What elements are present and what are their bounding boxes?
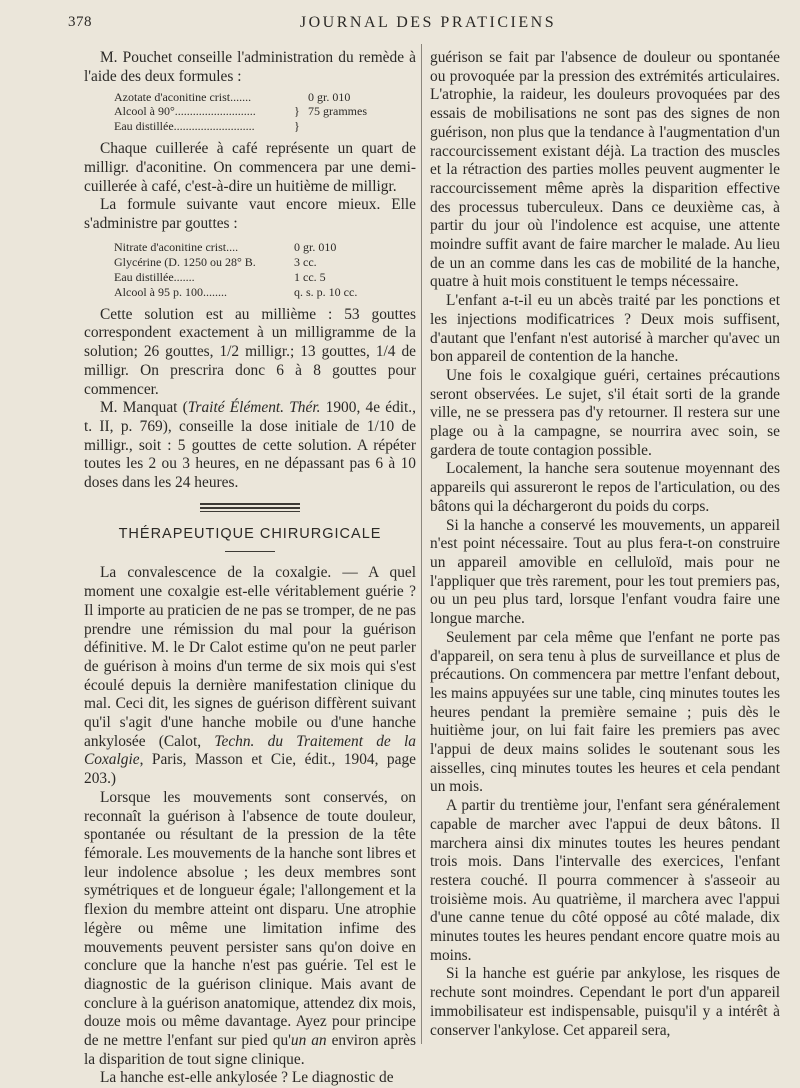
text-run: environ après la disparition de tout signe clinique. (84, 1032, 416, 1068)
paragraph: Seulement par cela même que l'enfant ne porte pas d'appareil, on sera tenu à plus de surveillance et plus de précautions. On commencera par mettre l'enfant debout, les mains appuyées sur une table, cinq minutes toutes les heures pendant la première semaine ; puis dès le huitième jour, on lui fait faire les premiers pas avec l'appui de deux mains solides le soutenant sous les aisselles, cinq minutes toutes les heures et cela pendant un mois. (430, 628, 780, 796)
drops-dose: 1 cc. 5 (294, 270, 326, 285)
book-title: Traité Élément. Thér. (187, 399, 321, 417)
ornament-bar (200, 511, 300, 512)
drops-row (114, 240, 416, 255)
paragraph: La formule suivante vaut encore mieux. Elle s'administre par gouttes : (84, 196, 416, 232)
heading-rule (225, 551, 275, 552)
page-header (68, 14, 788, 38)
formula-row (114, 119, 416, 134)
text-run: Lorsque les mouvements sont conservés, on reconnaît la guérison à l'absence de toute douleur, spontanée ou résultant de la pression de la tête fémorale. Les mouvements de la hanche sont libres et leur indolence absolue ; les deux membres sont symétriques et de longueur égale; l'allongement et la flexion du membre atteint ont disparu. Une atrophie légère ou même une limitation infime des mouvements peuvent persister sans qu'on doive en conclure que la hanche n'est pas guérie. Tel est le diagnostic de la guérison clinique. Mais avant de conclure à la guérison anatomique, attendez dix mois, douze mois ou même davantage. Ayez pour principe de ne mettre l'enfant sur pied qu' (84, 788, 416, 1050)
paragraph (84, 399, 416, 493)
ornament-bar (200, 507, 300, 509)
formula-table (114, 89, 416, 133)
formula-ingredient: Eau distillée........................... (114, 118, 255, 133)
drops-dose: q. s. p. 10 cc. (294, 285, 358, 300)
drops-row (114, 255, 416, 270)
paragraph: guérison se fait par l'absence de douleur ou spontanée ou provoquée par la pression des extrémités articulaires. L'atrophie, la raideur, les douleurs provoquées par des essais de mobilisations ne sont pas des signes de non guérison, non plus que la tendance à l'augmentation d'un raccourcissement existant déjà. La traction des muscles et la rétraction des parties molles peuvent augmenter le raccourcissement même après la disparition effective des processus tuberculeux. Dans ce deuxième cas, à partir du jour où l'indolence est acquise, une attente moindre suffit avant de faire marcher le malade. Au lieu de un an comme dans les cas de mobilité de la hanche, quatre à huit mois constituent le temps nécessaire. (430, 49, 780, 291)
paragraph: M. Pouchet conseille l'administration du remède à l'aide des deux formules : (84, 49, 416, 85)
emphasis: un an (290, 1032, 327, 1050)
paragraph (84, 789, 416, 1070)
formula-brace: } (294, 104, 300, 119)
drops-row (114, 285, 416, 300)
paragraph: L'enfant a-t-il eu un abcès traité par les ponctions et les injections modificatrices ? Deux mois suffisent, d'autant que l'enfant n'est autorisé à marcher qu'avec un bon appareil de contention de la hanche. (430, 292, 780, 366)
section-heading: THÉRAPEUTIQUE CHIRURGICALE (118, 525, 382, 542)
drops-formula-table (114, 240, 416, 300)
formula-dose: 0 gr. 010 (308, 89, 351, 104)
paragraph (84, 564, 416, 788)
book-title: Techn. du Traitement de la Coxalgie (84, 732, 416, 769)
drops-dose: 0 gr. 010 (294, 240, 337, 255)
text-run: La convalescence de la coxalgie. — A quel moment une coxalgie est-elle véritablement guérie ? Il importe au praticien de ne pas se tromper, de ne pas prendre une rémission du mal pour la guérison définitive. M. le Dr Calot estime qu'on ne peut parler de guérison à moins d'un terme de six mois qui s'est écoulé depuis la dernière manifestation clinique du mal. Ceci dit, les signes de guérison diffèrent suivant qu'il s'agit d'une hanche mobile ou d'une hanche ankylosée (Calot, (84, 564, 416, 750)
formula-row (114, 104, 416, 119)
drops-ingredient: Nitrate d'aconitine crist.... (114, 240, 239, 255)
paragraph: Une fois le coxalgique guéri, certaines précautions seront observées. Le sujet, s'il était sorti de la grande ville, ne se pressera pas d'y retourner. Il restera sur une plage ou à la campagne, se nourrira avec soin, se gardera de toute contagion possible. (430, 366, 780, 459)
text-run: , Paris, Masson et Cie, édit., 1904, page 203.) (84, 751, 416, 788)
formula-row (114, 89, 416, 104)
page-number: 378 (68, 14, 92, 30)
paragraph: Si la hanche a conservé les mouvements, un appareil n'est point nécessaire. Tout au plus fera-t-on construire un appareil amovible en celluloïd, mais pour ne l'appliquer que très rarement, pour les tout premiers pas, ou un peu plus tard, lorsque l'enfant voudra faire une longue marche. (430, 516, 780, 628)
paragraph: Cette solution est au millième : 53 gouttes correspondent exactement à un milligramme de la solution; 26 gouttes, 1/2 milligr.; 13 gouttes, 1/4 de milligr. On prescrira donc 6 à 8 gouttes pour commencer. (84, 305, 416, 398)
ornament-bar (200, 503, 300, 505)
right-column (430, 49, 780, 1040)
drops-dose: 3 cc. (294, 255, 317, 270)
drops-row (114, 270, 416, 285)
column-divider (421, 44, 422, 1044)
formula-brace: } (294, 118, 300, 133)
paragraph: La hanche est-elle ankylosée ? Le diagnostic de (100, 1069, 394, 1087)
drops-ingredient: Eau distillée....... (114, 270, 195, 285)
formula-ingredient: Alcool à 90°........................... (114, 104, 256, 119)
formula-ingredient: Azotate d'aconitine crist....... (114, 89, 252, 104)
ornament-divider (200, 503, 300, 513)
text-run: 1900, 4e édit., t. II, p. 769), conseille la dose initiale de 1/10 de milligr., soit : 5 gouttes de cette solution. A répéter toutes les 2 ou 3 heures, en ne dépassant pas 6 à 10 doses dans les 24 heures. (84, 399, 417, 492)
paragraph: Localement, la hanche sera soutenue moyennant des appareils qui assureront le repos de l'articulation, ou des bâtons qui la déchargeront du poids du corps. (430, 460, 780, 515)
text-run: M. Manquat ( (100, 399, 188, 417)
left-column (84, 49, 416, 1088)
paragraph: A partir du trentième jour, l'enfant sera généralement capable de marcher avec l'appui de deux bâtons. Il marchera ainsi dix minutes toutes les heures pendant trois mois. Dans l'intervalle des exercices, l'enfant restera couché. Il pourra commencer à s'asseoir au troisième mois. Au quatrième, il marchera avec l'appui d'une canne tenue du côté opposé au côté malade, dix minutes toutes les heures pendant encore quatre mois au moins. (430, 797, 780, 964)
running-title: JOURNAL DES PRATICIENS (299, 14, 557, 31)
paragraph: Chaque cuillerée à café représente un quart de milligr. d'aconitine. On commencera par une demi-cuillerée à café, c'est-à-dire un huitième de milligr. (84, 140, 416, 195)
drops-ingredient: Alcool à 95 p. 100........ (114, 285, 227, 300)
formula-dose: 75 grammes (308, 104, 367, 119)
drops-ingredient: Glycérine (D. 1250 ou 28° B. (114, 255, 256, 270)
paragraph: Si la hanche est guérie par ankylose, les risques de rechute sont moindres. Cependant le port d'un appareil immobilisateur est indispensable, puisqu'il y a intérêt à conserver l'ankylose. Cet appareil sera, (430, 965, 780, 1039)
